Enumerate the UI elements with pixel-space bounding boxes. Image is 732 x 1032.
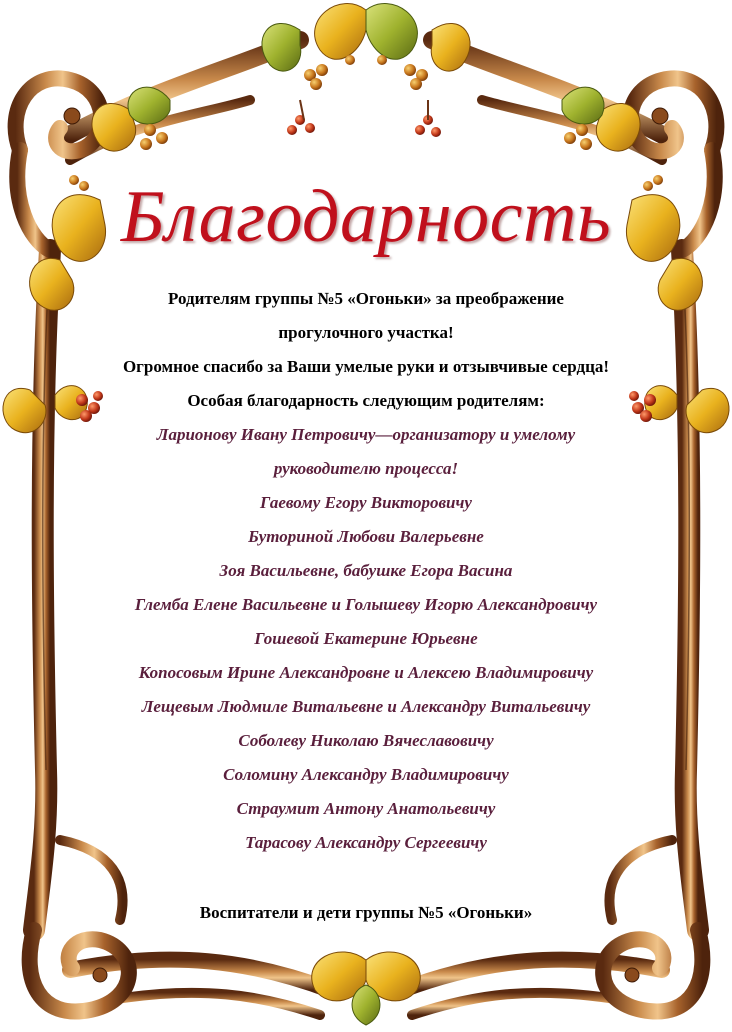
leaf-cluster-top-center: [262, 4, 470, 137]
name-line: Буториной Любови Валерьевне: [248, 527, 484, 546]
intro-line-4: Особая благодарность следующим родителям:: [187, 391, 545, 410]
intro-line-2: прогулочного участка!: [278, 323, 454, 342]
name-line: Гошевой Екатерине Юрьевне: [254, 629, 478, 648]
name-line: Зоя Васильевне, бабушке Егора Васина: [219, 561, 513, 580]
name-line: Глемба Елене Васильевне и Голышеву Игорю Александровичу: [134, 595, 598, 614]
leaf-cluster-bottom-center: [312, 952, 421, 1025]
frame-right-bar: [682, 250, 698, 930]
name-line: Ларионову Ивану Петровичу—организатору и умелому: [156, 425, 576, 444]
name-line: Тарасову Александру Сергеевичу: [245, 833, 487, 852]
name-line: Гаевому Егору Викторовичу: [260, 493, 472, 512]
name-line: Соломину Александру Владимировичу: [223, 765, 509, 784]
name-line: Лещевым Людмиле Витальевне и Александру Витальевичу: [141, 697, 591, 716]
name-line: руководителю процесса!: [273, 459, 459, 478]
frame-left-bar: [34, 250, 50, 930]
name-line: Страумит Антону Анатольевичу: [236, 799, 496, 818]
page-title: Благодарность: [120, 176, 612, 258]
signature: Воспитатели и дети группы №5 «Огоньки»: [199, 903, 533, 922]
name-line: Соболеву Николаю Вячеславовичу: [238, 731, 494, 750]
name-line: Копосовым Ирине Александровне и Алексею Владимировичу: [138, 663, 594, 682]
intro-line-1: Родителям группы №5 «Огоньки» за преображение: [168, 289, 564, 308]
intro-line-3: Огромное спасибо за Ваши умелые руки и отзывчивые сердца!: [122, 357, 610, 376]
